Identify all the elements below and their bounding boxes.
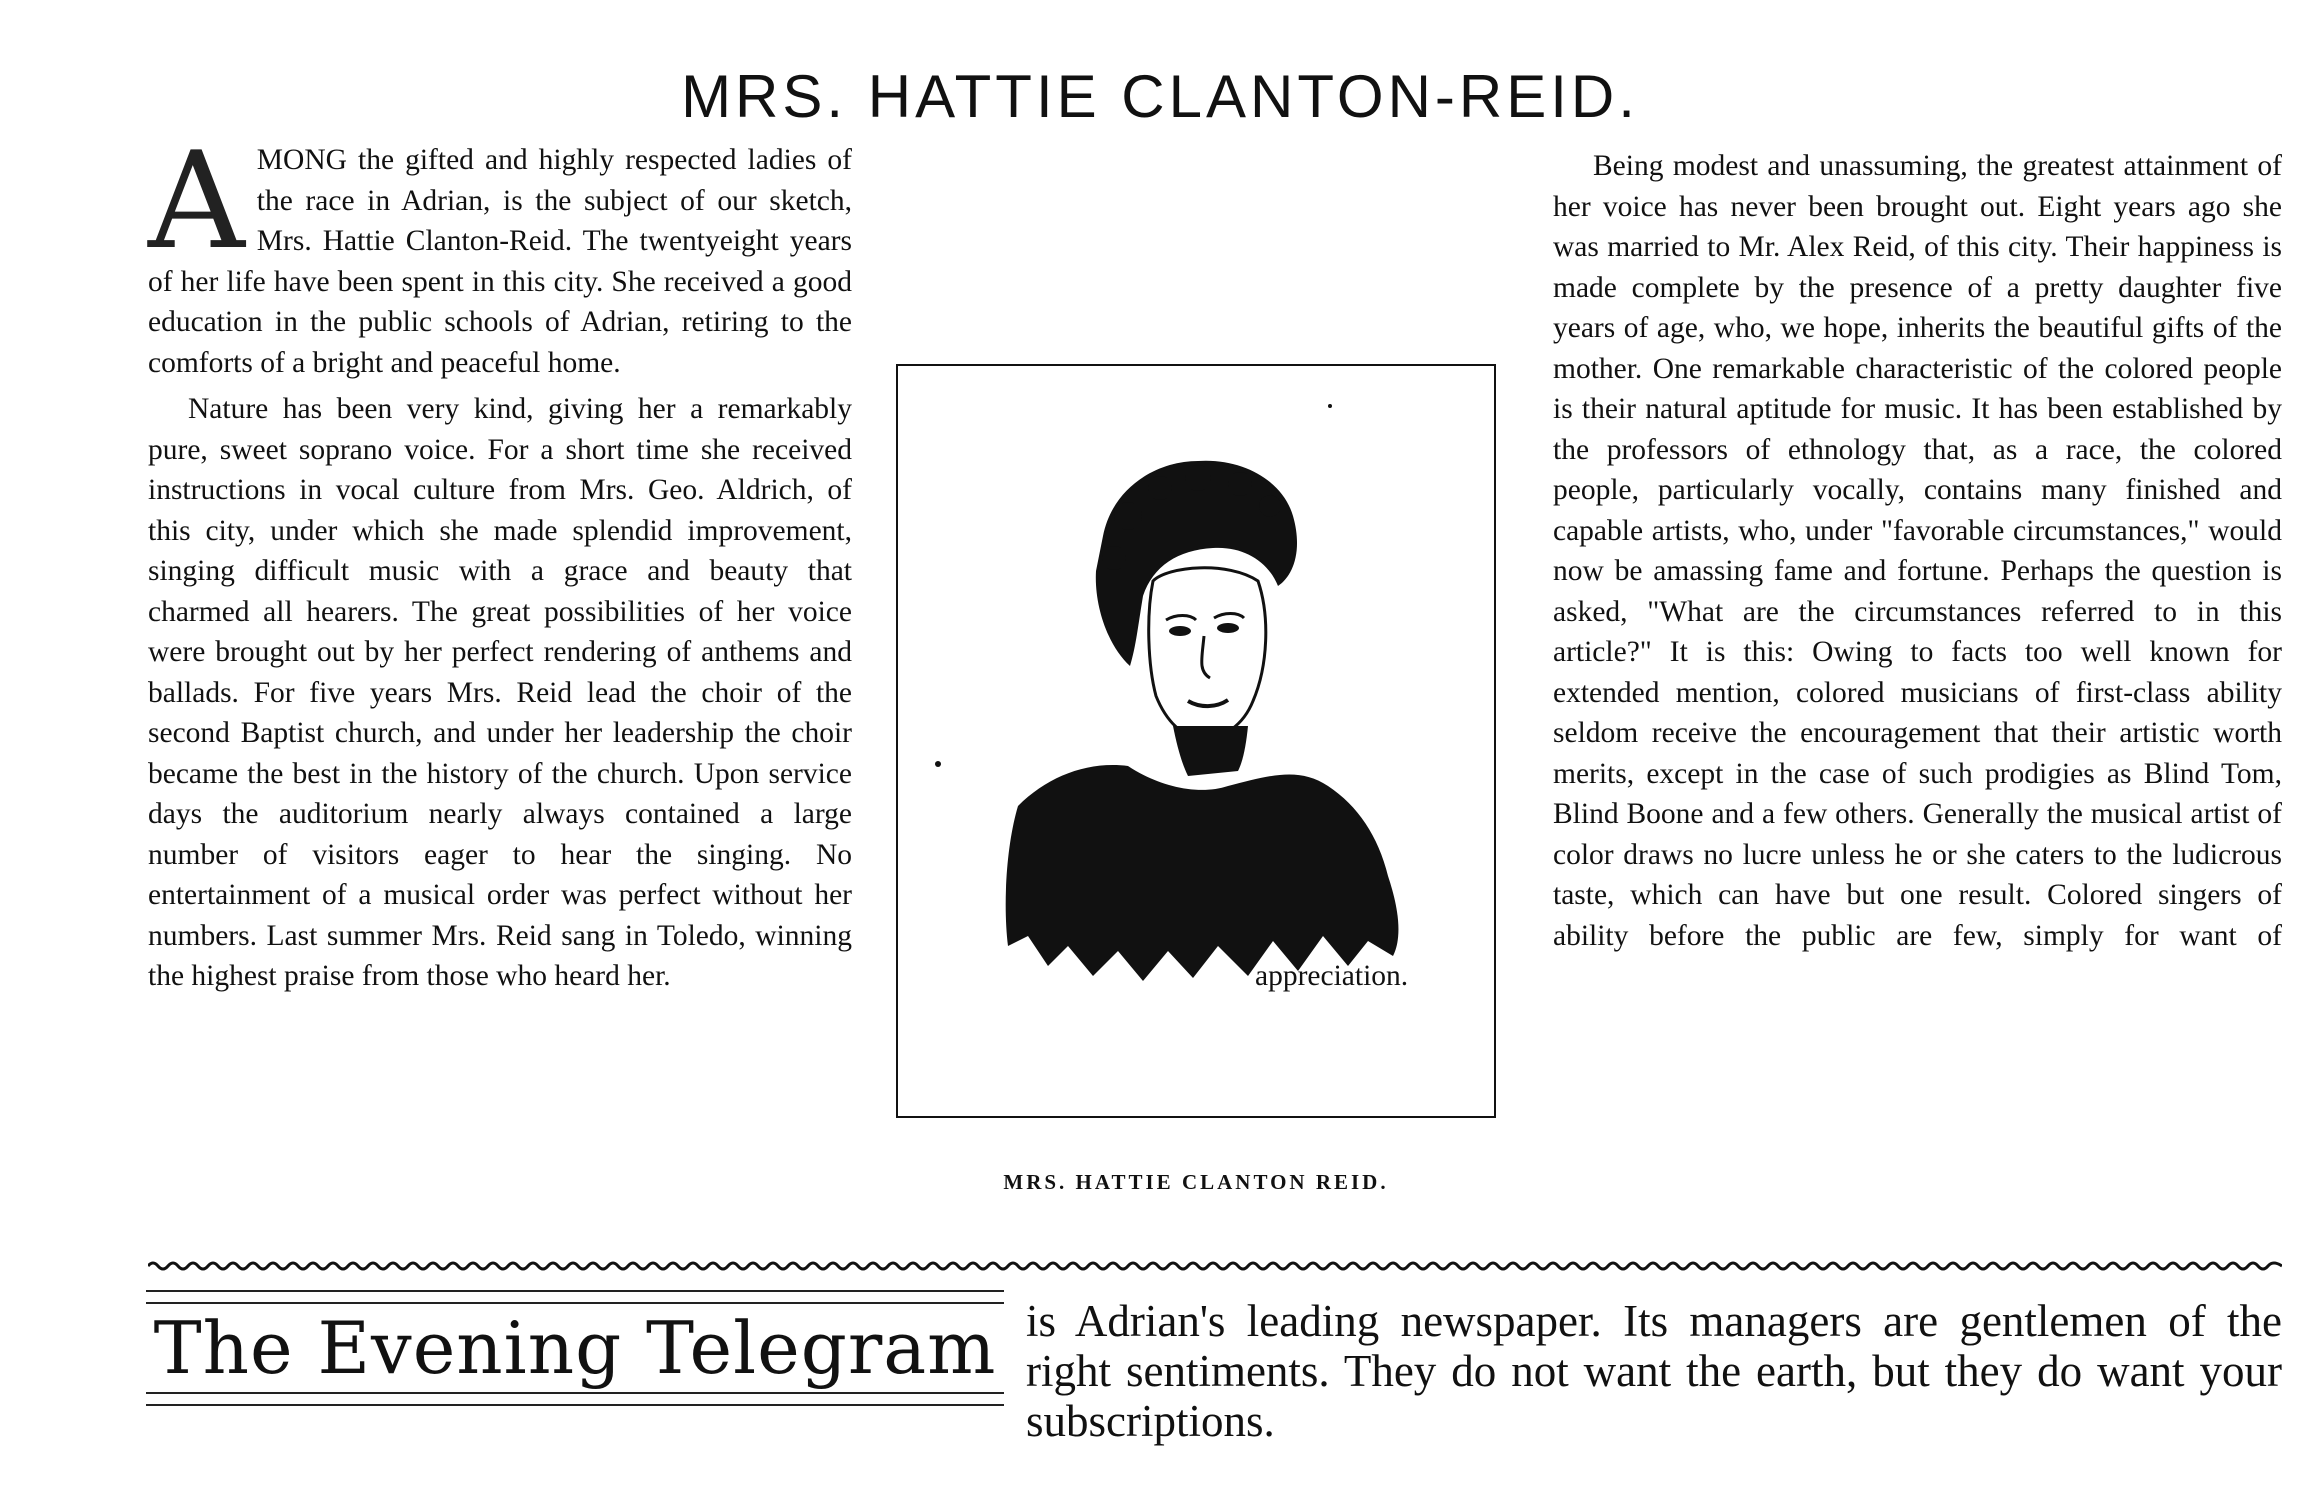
portrait-collar <box>1006 765 1399 981</box>
newspaper-name: The Evening Telegram <box>153 1306 997 1390</box>
wavy-divider <box>148 1258 2282 1274</box>
drop-cap: A <box>148 123 245 279</box>
left-column <box>148 123 852 997</box>
photo-caption: MRS. HATTIE CLANTON REID. <box>1003 1170 1389 1194</box>
portrait-illustration <box>898 366 1494 1116</box>
portrait-face <box>1149 568 1266 740</box>
paragraph-voice: Nature has been very kind, giving her a remarkably pure, sweet soprano voice. For a short time she received instructions in vocal culture from Mrs. Geo. Aldrich, of this city, under which she made splendid improvement, singing difficult music with a grace and beauty that charmed all hearers. The great possibilities of her voice were brought out by her perfect rendering of anthems and ballads. For five years Mrs. Reid lead the choir of the second Baptist church, and under her leadership the choir became the best in the history of the church. Upon service days the auditorium nearly always contained a large number of visitors eager to hear the singing. No entertainment of a musical order was perfect without her numbers. Last summer Mrs. Reid sang in Toledo, winning the highest praise from those who heard her. <box>148 393 852 992</box>
paragraph-marriage: Being modest and unassuming, the greatest attainment of her voice has never been brought out. Eight years ago she was married to Mr. Alex Reid, of this city. Their happiness is made complete by the presence of a pretty daughter five years of age, who, we hope, inherits the beautiful gifts of the mother. One remarkable characteristic of the colored people is their natural aptitude for music. It has been established by the professors of ethnology that, as a race, the colored people, particularly vocally, contains many finished and capable artists, who, under "favorable circumstances," would now be amassing fame and fortune. Perhaps the question is asked, "What are the circumstances referred to in this article?" It is this: Owing to facts too well known for extended mention, colored musicians of first-class ability seldom receive the encouragement that their artistic worth merits, except in the case of such prodigies as Blind Tom, Blind Boone and a few others. Generally the musical artist of color draws no lucre unless he or she caters to the ludicrous taste, which can have but one result. Colored singers of ability before the public are few, simply for want of appreciation. <box>1255 150 2282 992</box>
ad-text: is Adrian's leading newspaper. Its managers are gentlemen of the right sentiments. They do not want the earth, but they do want your subscriptions. <box>1026 1296 2282 1446</box>
article-title: MRS. HATTIE CLANTON-REID. <box>681 63 1639 131</box>
masthead-rule-bottom <box>146 1392 1004 1406</box>
paragraph-intro: MONG the gifted and highly respected ladies of the race in Adrian, is the subject of our sketch, Mrs. Hattie Clanton-Reid. The twentyeight years of her life have been spent in this city. She received a good education in the public schools of Adrian, retiring to the comforts of a bright and peaceful home. <box>148 144 852 379</box>
portrait-frame <box>896 364 1496 1118</box>
ad-masthead <box>140 1290 1010 1406</box>
masthead-rule-top <box>146 1290 1004 1304</box>
